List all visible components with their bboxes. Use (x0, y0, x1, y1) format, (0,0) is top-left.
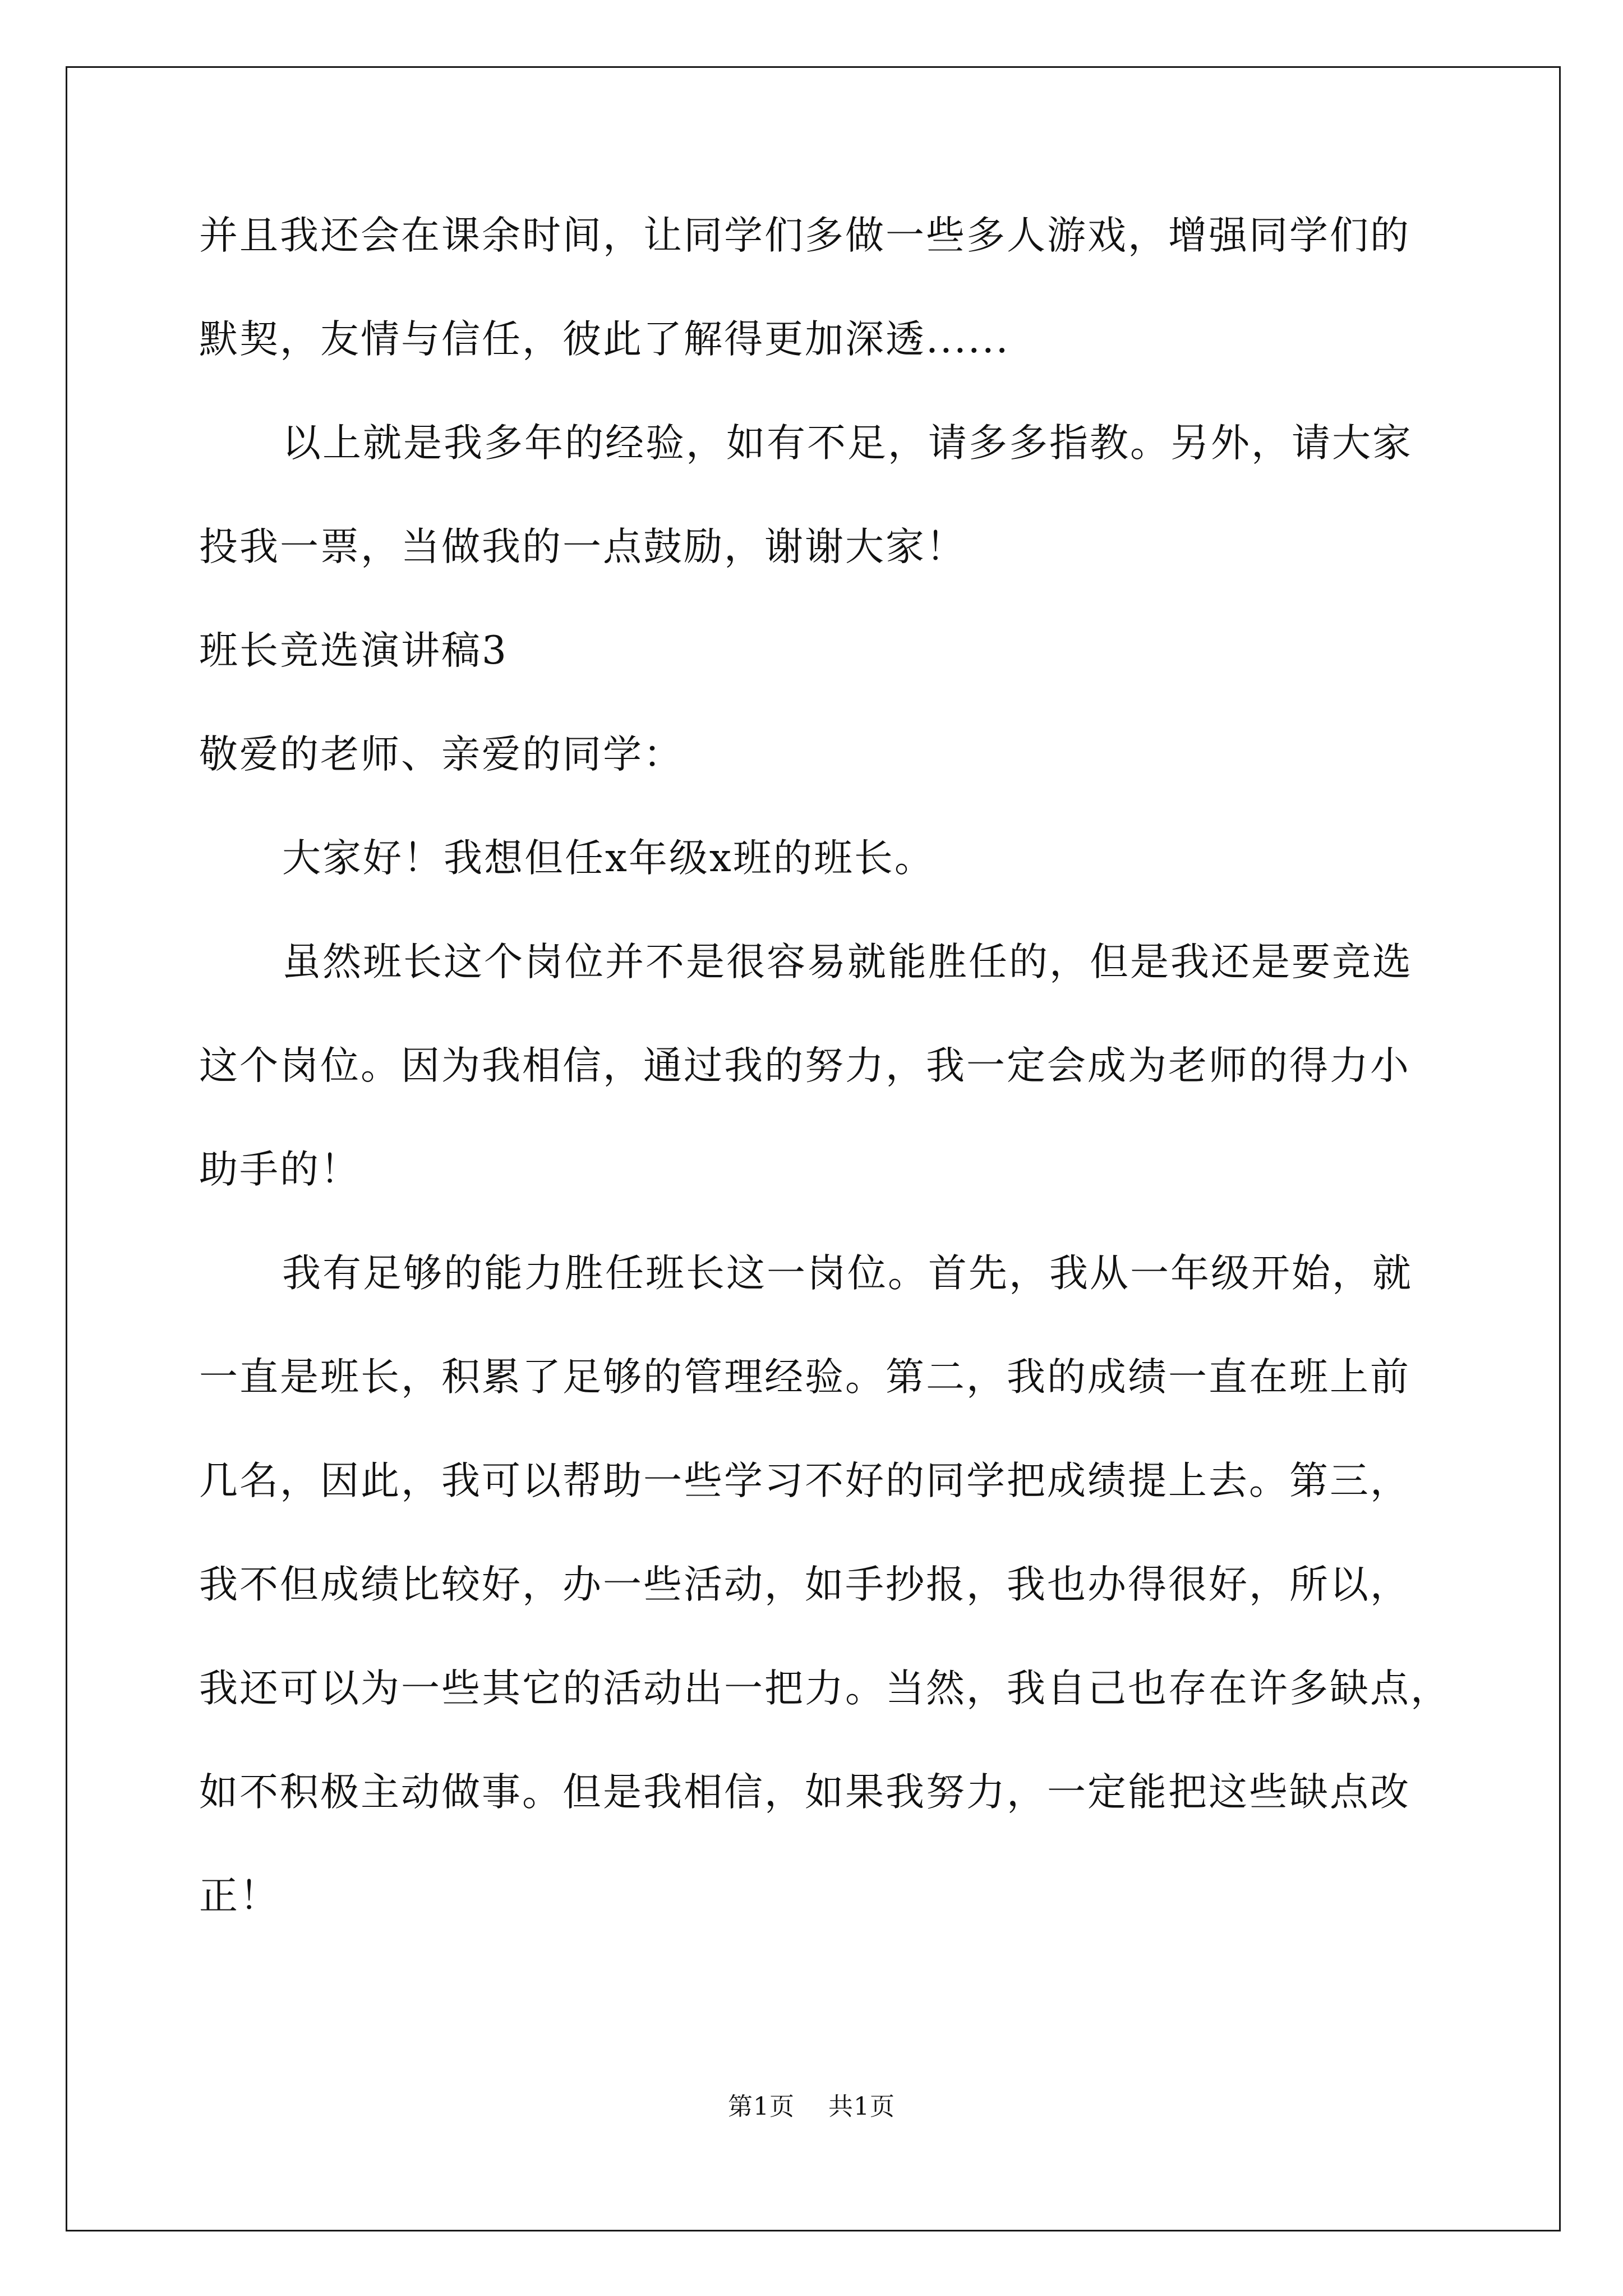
paragraph-line: 默契，友情与信任，彼此了解得更加深透...... (199, 317, 1010, 362)
salutation: 敬爱的老师、亲爱的同学： (199, 732, 684, 777)
paragraph-line: 这个岗位。因为我相信，通过我的努力，我一定会成为老师的得力小 (199, 1043, 1410, 1088)
paragraph-line: 一直是班长，积累了足够的管理经验。第二，我的成绩一直在班上前 (199, 1355, 1410, 1400)
page-footer (0, 2090, 1623, 2124)
paragraph-line: 以上就是我多年的经验，如有不足，请多多指教。另外，请大家 (282, 421, 1413, 466)
paragraph-line: 几名，因此，我可以帮助一些学习不好的同学把成绩提上去。第三， (199, 1458, 1410, 1503)
page-total: 共1页 (828, 2092, 895, 2121)
paragraph-line: 正！ (199, 1874, 280, 1918)
paragraph-line: 大家好！我想但任x年级x班的班长。 (282, 836, 935, 881)
paragraph-line: 我不但成绩比较好，办一些活动，如手抄报，我也办得很好，所以， (199, 1562, 1410, 1607)
paragraph-line: 助手的！ (199, 1147, 361, 1192)
paragraph-line: 如不积极主动做事。但是我相信，如果我努力，一定能把这些缺点改 (199, 1770, 1410, 1815)
page-number: 第1页 (728, 2092, 795, 2121)
paragraph-line: 并且我还会在课余时间，让同学们多做一些多人游戏，增强同学们的 (199, 213, 1410, 258)
paragraph-line: 我有足够的能力胜任班长这一岗位。首先，我从一年级开始，就 (282, 1251, 1413, 1296)
paragraph-line: 虽然班长这个岗位并不是很容易就能胜任的，但是我还是要竞选 (282, 940, 1413, 984)
section-heading: 班长竞选演讲稿3 (199, 628, 508, 673)
paragraph-line: 我还可以为一些其它的活动出一把力。当然，我自己也存在许多缺点， (199, 1666, 1451, 1711)
paragraph-line: 投我一票，当做我的一点鼓励，谢谢大家！ (199, 524, 966, 569)
